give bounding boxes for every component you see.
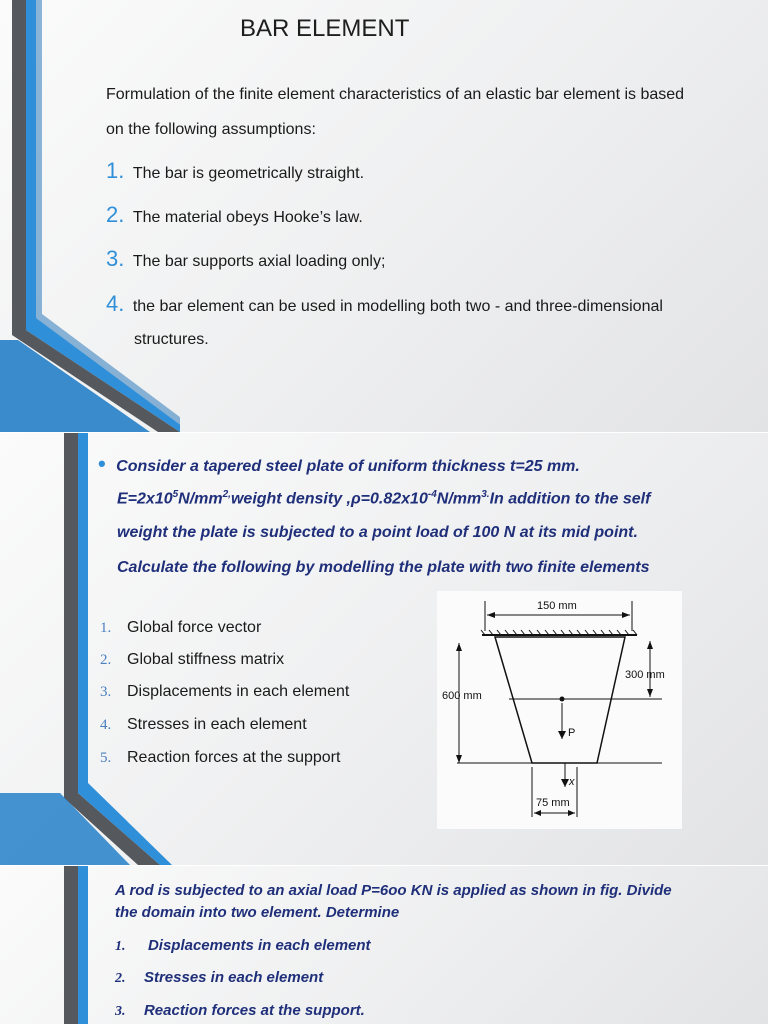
bullet-icon: •: [98, 451, 106, 476]
item-number: 1.: [100, 620, 112, 636]
item-number: 3.: [100, 684, 112, 700]
half-height-label: 300 mm: [625, 669, 665, 681]
superscript: 5: [172, 489, 179, 500]
rod-problem-line-1: A rod is subjected to an axial load P=6oo KN is applied as shown in fig. Divide: [115, 882, 672, 899]
task-list-item-3: [100, 683, 350, 701]
text-part: N/mm: [436, 490, 482, 508]
slide-bar-element: [0, 0, 768, 432]
assumption-item-2: [106, 202, 363, 228]
task-list-item-4: [100, 716, 307, 734]
tapered-plate-drawing: [437, 591, 682, 829]
text-part: N/mm: [178, 490, 223, 508]
text-part: weight density ,ρ=0.82x10: [230, 490, 428, 508]
top-width-label: 150 mm: [537, 600, 577, 612]
axis-x-label: x: [569, 776, 575, 788]
intro-line-2: on the following assumptions:: [106, 121, 316, 138]
item-text: Global force vector: [127, 619, 262, 636]
assumption-item-1: [106, 158, 364, 184]
superscript: 3.: [481, 489, 490, 500]
item-text: Reaction forces at the support: [127, 749, 341, 766]
slide-tapered-plate: [0, 433, 768, 865]
task-list-item-2: [100, 651, 285, 669]
task-list-item-1: [100, 619, 262, 637]
item-number: 4.: [100, 717, 112, 733]
rod-task-item-1: [115, 937, 371, 955]
text-part: In addition to the self: [489, 490, 651, 508]
rod-problem-line-2: the domain into two element. Determine: [115, 904, 400, 921]
slide-axial-rod: [0, 866, 768, 1024]
load-label: P: [568, 727, 576, 739]
problem-line-1: [98, 451, 580, 477]
item-text: The bar is geometrically straight.: [132, 165, 365, 182]
item-text: The material obeys Hooke’s law.: [132, 209, 363, 226]
item-text: Displacements in each element: [147, 937, 371, 954]
item-number: 2.: [100, 652, 112, 668]
problem-line-3: weight the plate is subjected to a point load of 100 N at its mid point.: [117, 524, 638, 541]
item-number: 2.: [106, 202, 125, 227]
item-text: The bar supports axial loading only;: [132, 253, 386, 270]
item-text: Stresses in each element: [143, 969, 324, 986]
item-number: 3.: [115, 1004, 126, 1019]
item-number: 5.: [100, 750, 112, 766]
item-number: 2.: [115, 971, 126, 986]
slide-title: BAR ELEMENT: [240, 15, 410, 42]
item-text: Displacements in each element: [127, 683, 350, 700]
superscript: 2,: [222, 489, 231, 500]
item-number: 1.: [115, 939, 126, 954]
item-number: 4.: [106, 291, 125, 316]
assumption-item-4: [106, 291, 766, 317]
item-number: 3.: [106, 246, 125, 271]
assumption-item-3: [106, 246, 385, 272]
problem-line-2: [117, 489, 650, 508]
assumption-item-4-continued: structures.: [134, 331, 209, 348]
item-text: Global stiffness matrix: [127, 651, 285, 668]
total-height-label: 600 mm: [442, 690, 482, 702]
item-text: Reaction forces at the support.: [143, 1002, 365, 1019]
intro-line-1: Formulation of the finite element characteristics of an elastic bar element is based: [106, 86, 685, 103]
problem-line-4: Calculate the following by modelling the plate with two finite elements: [117, 559, 650, 576]
bottom-width-label: 75 mm: [536, 797, 570, 809]
rod-task-item-2: [115, 969, 323, 987]
superscript: -4: [427, 489, 437, 500]
task-list-item-5: [100, 749, 341, 767]
text-part: E=2x10: [117, 490, 173, 508]
tapered-plate-figure: [437, 591, 682, 829]
problem-text: Consider a tapered steel plate of uniform thickness t=25 mm.: [116, 458, 580, 475]
item-text: Stresses in each element: [127, 716, 307, 733]
item-number: 1.: [106, 158, 125, 183]
item-text: the bar element can be used in modelling both two - and three-dimensional: [132, 298, 663, 315]
slide-decoration: [0, 866, 120, 1024]
rod-task-item-3: [115, 1002, 365, 1020]
